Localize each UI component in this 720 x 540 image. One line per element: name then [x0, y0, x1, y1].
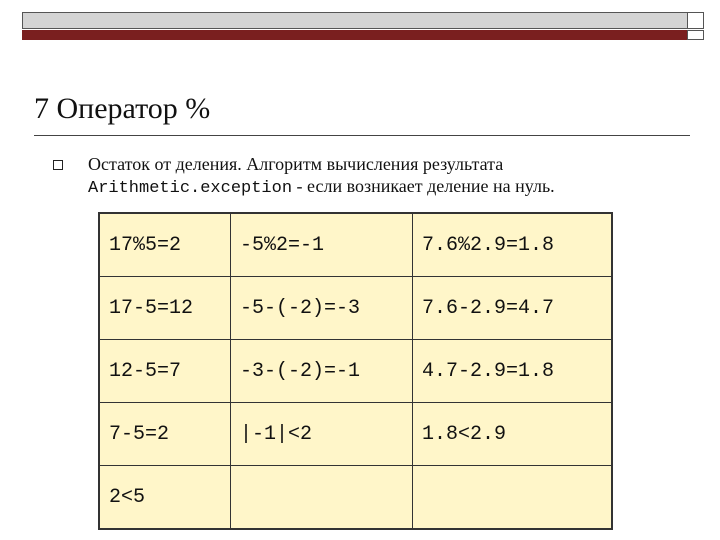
- table-cell: 1.8<2.9: [413, 403, 613, 466]
- table-cell: [413, 466, 613, 530]
- table-cell: -5-(-2)=-3: [231, 277, 413, 340]
- square-bullet-icon: [53, 160, 63, 170]
- exception-description: - если возникает деление на нуль.: [292, 176, 555, 196]
- table-cell: -3-(-2)=-1: [231, 340, 413, 403]
- table-cell: -5%2=-1: [231, 213, 413, 277]
- corner-decor-box: [687, 12, 704, 29]
- bullet-text-line1: Остаток от деления. Алгоритм вычисления результата: [88, 154, 504, 174]
- table-cell: 4.7-2.9=1.8: [413, 340, 613, 403]
- slide-title: 7 Оператор %: [34, 92, 211, 125]
- top-decor-bar: [22, 12, 688, 29]
- table-cell: 7-5=2: [99, 403, 231, 466]
- exception-code: Arithmetic.exception: [88, 179, 293, 198]
- title-divider: [34, 135, 690, 136]
- table-cell: 17-5=12: [99, 277, 231, 340]
- corner-decor-box-lower: [687, 30, 704, 40]
- table-row: [99, 340, 612, 403]
- top-accent-bar: [22, 30, 688, 40]
- table-cell: [231, 466, 413, 530]
- operations-table: [98, 212, 613, 530]
- table-cell: 7.6%2.9=1.8: [413, 213, 613, 277]
- table-cell: 12-5=7: [99, 340, 231, 403]
- table-cell: 7.6-2.9=4.7: [413, 277, 613, 340]
- table-cell: 2<5: [99, 466, 231, 530]
- table-row: [99, 277, 612, 340]
- table-cell: |-1|<2: [231, 403, 413, 466]
- table-row: [99, 466, 612, 530]
- table-row: [99, 403, 612, 466]
- bullet-text-line2: [88, 176, 555, 198]
- table-row: [99, 213, 612, 277]
- table-cell: 17%5=2: [99, 213, 231, 277]
